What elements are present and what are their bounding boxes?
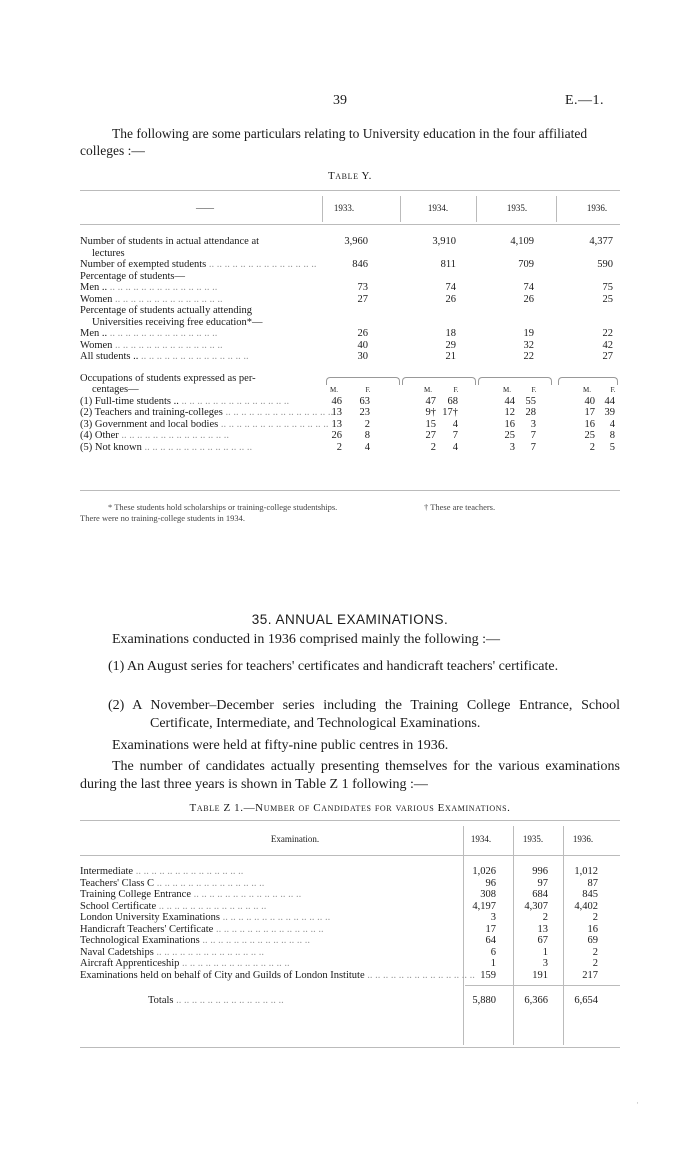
data-cell: 16 — [584, 418, 595, 430]
page-number: 39 — [333, 93, 347, 108]
data-cell: 64 — [485, 935, 496, 946]
data-cell: 18 — [445, 328, 456, 339]
data-cell: 2 — [430, 441, 436, 453]
column-rule — [556, 196, 557, 222]
data-cell: 4,307 — [524, 900, 548, 912]
row-label: Examinations held on behalf of City and Guilds of London Institute .. .. .. .. .. .. .. .. .. .. .. .. .. .. — [80, 969, 475, 981]
data-cell: 23 — [359, 407, 370, 418]
row-label: Number of students in actual attendance at — [80, 236, 260, 247]
data-cell: 17† — [442, 407, 458, 418]
intro-paragraph: The following are some particulars relating to University education in the four affiliated colleges :— — [80, 126, 588, 158]
page-reference: E.—1. — [565, 93, 605, 108]
data-cell: 97 — [537, 877, 548, 889]
data-cell: 67 — [537, 935, 548, 946]
data-cell: 3 — [530, 418, 536, 430]
data-cell: 709 — [518, 259, 534, 270]
data-cell: 25 — [584, 430, 595, 441]
leader-dots: .. .. .. .. .. .. .. .. .. .. .. .. .. .. — [112, 339, 223, 351]
data-cell: 4 — [609, 418, 615, 430]
data-cell: 2 — [589, 441, 595, 453]
data-cell: 69 — [587, 935, 598, 946]
leader-dots: .. .. .. .. .. .. .. .. .. .. .. .. .. .. — [118, 430, 230, 441]
leader-dots: .. .. .. .. .. .. .. .. .. .. .. .. .. .. — [107, 282, 218, 293]
data-cell: 63 — [359, 395, 370, 407]
data-cell: 191 — [532, 969, 548, 981]
leader-dots: .. .. .. .. .. .. .. .. .. .. .. .. .. .. — [141, 441, 253, 453]
data-cell: 159 — [480, 969, 496, 981]
data-cell: 2 — [592, 946, 598, 958]
leader-dots: .. .. .. .. .. .. .. .. .. .. .. .. .. .. — [191, 889, 302, 900]
occupation-header: Occupations of students expressed as per- — [80, 372, 256, 384]
row-label: School Certificate .. .. .. .. .. .. .. .. .. .. .. .. .. .. — [80, 900, 267, 912]
data-cell: 27 — [425, 430, 436, 441]
data-cell: 2 — [592, 958, 598, 969]
data-cell: 39 — [604, 407, 615, 418]
female-header: F. — [610, 386, 616, 394]
year-header: 1934. — [470, 834, 492, 844]
data-cell: 590 — [597, 259, 613, 270]
column-rule — [476, 196, 477, 222]
row-label: Percentage of students actually attending — [80, 305, 253, 316]
data-cell: 47 — [425, 395, 436, 407]
data-cell: 22 — [523, 351, 534, 362]
data-cell: 846 — [352, 259, 368, 270]
table-corner: —— — [196, 203, 214, 213]
leader-dots: .. .. .. .. .. .. .. .. .. .. .. .. .. .. — [219, 912, 331, 923]
data-cell: 845 — [582, 889, 598, 900]
data-cell: 30 — [357, 351, 368, 362]
total-cell: 5,880 — [472, 995, 496, 1006]
data-cell: 17 — [485, 923, 496, 935]
data-cell: 3 — [542, 958, 548, 969]
data-cell: 25 — [504, 430, 515, 441]
data-cell: 74 — [445, 282, 456, 293]
total-cell: 6,654 — [574, 995, 598, 1006]
data-cell: 13 — [331, 418, 342, 430]
data-cell: 4 — [364, 441, 370, 453]
data-cell: 308 — [480, 889, 496, 900]
occupation-label: (4) Other .. .. .. .. .. .. .. .. .. .. .. .. .. .. — [80, 430, 230, 441]
data-cell: 87 — [587, 877, 598, 889]
row-label: Men .. .. .. .. .. .. .. .. .. .. .. .. .. .. .. — [80, 282, 218, 293]
section-heading: 35. ANNUAL EXAMINATIONS. — [251, 612, 449, 627]
column-brace — [326, 377, 400, 385]
data-cell: 1 — [542, 946, 548, 958]
year-header: 1935. — [506, 203, 528, 213]
table-rule — [80, 820, 620, 821]
data-cell: 96 — [485, 877, 496, 889]
data-cell: 40 — [357, 339, 368, 351]
row-label: Naval Cadetships .. .. .. .. .. .. .. .. .. .. .. .. .. .. — [80, 946, 265, 958]
data-cell: 7 — [530, 430, 536, 441]
footnote: * These students hold scholarships or training-college studentships. — [108, 502, 338, 512]
table-rule — [80, 224, 620, 225]
data-cell: 16 — [504, 418, 515, 430]
data-cell: 26 — [445, 293, 456, 305]
data-cell: 3,960 — [344, 236, 368, 247]
female-header: F. — [365, 386, 371, 394]
row-label: Technological Examinations .. .. .. .. .. .. .. .. .. .. .. .. .. .. — [80, 935, 310, 946]
section-item-1: (1) An August series for teachers' certificates and handicraft teachers' certificate. — [108, 659, 559, 674]
data-cell: 996 — [532, 866, 548, 877]
data-cell: 44 — [504, 395, 515, 407]
row-label-continued: Universities receiving free education*— — [92, 316, 263, 328]
column-header: Examination. — [270, 834, 320, 844]
data-cell: 1 — [490, 958, 496, 969]
data-cell: 55 — [525, 395, 536, 407]
leader-dots: .. .. .. .. .. .. .. .. .. .. .. .. .. .. — [154, 877, 265, 889]
row-label: London University Examinations .. .. .. .. .. .. .. .. .. .. .. .. .. .. — [80, 912, 331, 923]
data-cell: 217 — [582, 969, 598, 981]
data-cell: 1,012 — [574, 866, 598, 877]
data-cell: 7 — [530, 441, 536, 453]
male-header: M. — [424, 386, 432, 394]
data-cell: 6 — [490, 946, 496, 958]
leader-dots: .. .. .. .. .. .. .. .. .. .. .. .. .. .. — [173, 995, 284, 1006]
data-cell: 3,910 — [432, 236, 456, 247]
year-header: 1936. — [572, 834, 594, 844]
data-cell: 13 — [331, 407, 342, 418]
row-label: Training College Entrance .. .. .. .. .. .. .. .. .. .. .. .. .. .. — [80, 889, 302, 900]
data-cell: 26 — [357, 328, 368, 339]
leader-dots: .. .. .. .. .. .. .. .. .. .. .. .. .. .. — [178, 395, 290, 407]
data-cell: 7 — [452, 430, 458, 441]
male-header: M. — [503, 386, 511, 394]
data-cell: 75 — [602, 282, 613, 293]
footnote: There were no training-college students in 1934. — [80, 513, 245, 523]
column-brace — [478, 377, 552, 385]
data-cell: 3 — [490, 912, 496, 923]
leader-dots: .. .. .. .. .. .. .. .. .. .. .. .. .. .. — [218, 418, 329, 430]
data-cell: 4,402 — [574, 900, 598, 912]
year-header: 1935. — [522, 834, 544, 844]
occupation-label: (1) Full-time students .. .. .. .. .. .. .. .. .. .. .. .. .. .. .. — [80, 395, 290, 407]
totals-label: Totals .. .. .. .. .. .. .. .. .. .. .. .. .. .. — [148, 995, 284, 1006]
data-cell: 4 — [452, 441, 458, 453]
leader-dots: .. .. .. .. .. .. .. .. .. .. .. .. .. .. — [107, 328, 218, 339]
data-cell: 68 — [447, 395, 458, 407]
row-label: Aircraft Apprenticeship .. .. .. .. .. .. .. .. .. .. .. .. .. .. — [80, 958, 290, 969]
row-label-continued: lectures — [92, 247, 125, 259]
data-cell: 8 — [364, 430, 370, 441]
data-cell: 684 — [532, 889, 548, 900]
data-cell: 73 — [357, 282, 368, 293]
row-label: Percentage of students— — [80, 270, 185, 282]
data-cell: 1,026 — [472, 866, 496, 877]
section-paragraph-2: Examinations were held at fifty-nine public centres in 1936. — [112, 738, 449, 753]
data-cell: 32 — [523, 339, 534, 351]
data-cell: 3 — [509, 441, 515, 453]
data-cell: 19 — [523, 328, 534, 339]
leader-dots: .. .. .. .. .. .. .. .. .. .. .. .. .. .. — [153, 946, 265, 958]
data-cell: 26 — [523, 293, 534, 305]
data-cell: 4,197 — [472, 900, 496, 912]
data-cell: 811 — [440, 259, 456, 270]
section-item-2: (2) A November–December series including the Training College Entrance, School Certificate, Intermediate, and Technological Examinations. — [108, 698, 620, 731]
occupation-header-continued: centages— — [92, 384, 139, 395]
section-paragraph-3: The number of candidates actually presenting themselves for the various examinations during the last three years is shown in Table Z 1 following :— — [80, 759, 620, 792]
data-cell: 9† — [425, 407, 436, 418]
male-header: M. — [583, 386, 591, 394]
data-cell: 46 — [331, 395, 342, 407]
year-header: 1933. — [333, 203, 355, 213]
leader-dots: .. .. .. .. .. .. .. .. .. .. .. .. .. .. — [206, 259, 317, 270]
data-cell: 2 — [336, 441, 342, 453]
data-cell: 2 — [592, 912, 598, 923]
year-header: 1934. — [427, 203, 449, 213]
occupation-label: (3) Government and local bodies .. .. .. .. .. .. .. .. .. .. .. .. .. .. — [80, 418, 329, 430]
female-header: F. — [531, 386, 537, 394]
data-cell: 16 — [587, 923, 598, 935]
row-label: Women .. .. .. .. .. .. .. .. .. .. .. .. .. .. — [80, 293, 223, 305]
leader-dots: .. .. .. .. .. .. .. .. .. .. .. .. .. .. — [199, 935, 310, 946]
data-cell: 12 — [504, 407, 515, 418]
row-label: Handicraft Teachers' Certificate .. .. .. .. .. .. .. .. .. .. .. .. .. .. — [80, 923, 324, 935]
table-z1-caption: Table Z 1.—Number of Candidates for various Examinations. — [189, 802, 511, 814]
row-label: Number of exempted students .. .. .. .. .. .. .. .. .. .. .. .. .. .. — [80, 259, 317, 270]
data-cell: 28 — [525, 407, 536, 418]
leader-dots: .. .. .. .. .. .. .. .. .. .. .. .. .. .. — [156, 900, 267, 912]
data-cell: 4 — [452, 418, 458, 430]
row-label: Intermediate .. .. .. .. .. .. .. .. .. .. .. .. .. .. — [80, 866, 244, 877]
data-cell: 15 — [425, 418, 436, 430]
row-label: All students .. .. .. .. .. .. .. .. .. .. .. .. .. .. .. — [80, 351, 249, 362]
table-rule — [80, 190, 620, 191]
data-cell: 13 — [537, 923, 548, 935]
occupation-label: (5) Not known .. .. .. .. .. .. .. .. .. .. .. .. .. .. — [80, 441, 253, 453]
data-cell: 44 — [604, 395, 615, 407]
column-brace — [402, 377, 476, 385]
data-cell: 27 — [602, 351, 613, 362]
table-rule — [80, 490, 620, 491]
year-header: 1936. — [586, 203, 608, 213]
data-cell: 25 — [602, 293, 613, 305]
data-cell: 74 — [523, 282, 534, 293]
leader-dots: .. .. .. .. .. .. .. .. .. .. .. .. .. .. — [138, 351, 249, 362]
column-brace — [558, 377, 618, 385]
footnote: † These are teachers. — [424, 502, 496, 512]
leader-dots: .. .. .. .. .. .. .. .. .. .. .. .. .. .. — [213, 923, 324, 935]
row-label: Men .. .. .. .. .. .. .. .. .. .. .. .. .. .. .. — [80, 328, 218, 339]
data-cell: 29 — [445, 339, 456, 351]
data-cell: 21 — [445, 351, 456, 362]
data-cell: 40 — [584, 395, 595, 407]
data-cell: 27 — [357, 293, 368, 305]
data-cell: 8 — [609, 430, 615, 441]
data-cell: 2 — [364, 418, 370, 430]
data-cell: 22 — [602, 328, 613, 339]
data-cell: 17 — [584, 407, 595, 418]
male-header: M. — [330, 386, 338, 394]
female-header: F. — [453, 386, 459, 394]
data-cell: 42 — [602, 339, 613, 351]
margin-mark: · — [636, 1098, 639, 1108]
table-rule — [465, 985, 620, 986]
section-paragraph-1: Examinations conducted in 1936 comprised mainly the following :— — [112, 632, 501, 647]
column-rule — [400, 196, 401, 222]
data-cell: 2 — [542, 912, 548, 923]
leader-dots: .. .. .. .. .. .. .. .. .. .. .. .. .. .. — [112, 293, 223, 305]
occupation-label: (2) Teachers and training-colleges .. .. .. .. .. .. .. .. .. .. .. .. .. .. — [80, 407, 334, 418]
leader-dots: .. .. .. .. .. .. .. .. .. .. .. .. .. .. — [222, 407, 334, 418]
table-rule — [80, 1047, 620, 1048]
leader-dots: .. .. .. .. .. .. .. .. .. .. .. .. .. .. — [179, 958, 290, 969]
data-cell: 4,109 — [510, 236, 534, 247]
table-rule — [80, 855, 620, 856]
data-cell: 4,377 — [589, 236, 613, 247]
table-y-caption: Table Y. — [327, 170, 373, 182]
total-cell: 6,366 — [524, 995, 548, 1006]
leader-dots: .. .. .. .. .. .. .. .. .. .. .. .. .. .. — [133, 866, 244, 877]
row-label: Women .. .. .. .. .. .. .. .. .. .. .. .. .. .. — [80, 339, 223, 351]
data-cell: 26 — [331, 430, 342, 441]
row-label: Teachers' Class C .. .. .. .. .. .. .. .. .. .. .. .. .. .. — [80, 877, 265, 889]
leader-dots: .. .. .. .. .. .. .. .. .. .. .. .. .. .. — [364, 969, 475, 981]
data-cell: 5 — [609, 441, 615, 453]
